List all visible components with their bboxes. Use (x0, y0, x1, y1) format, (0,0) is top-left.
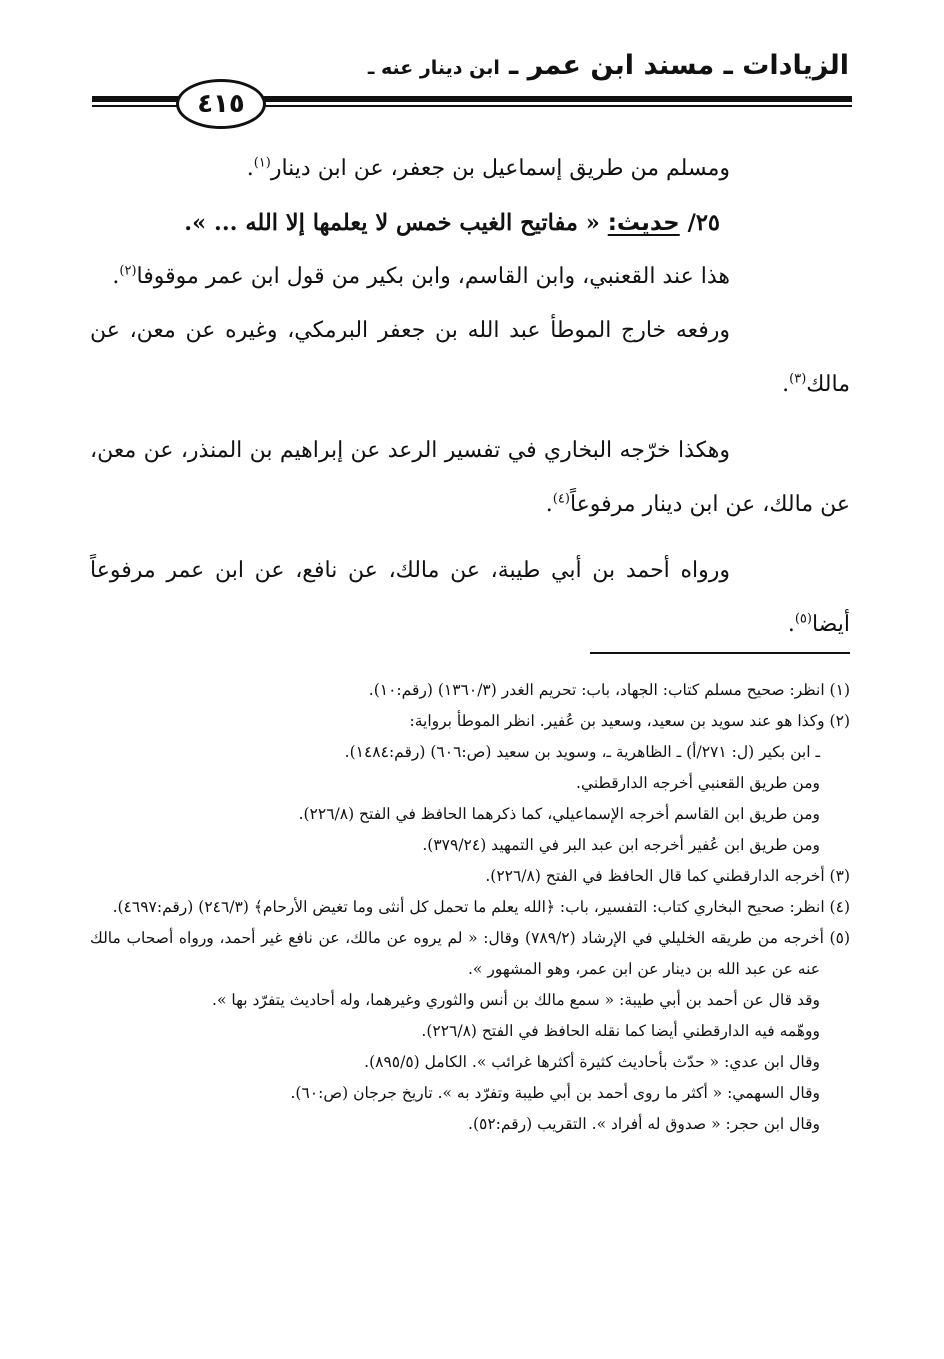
paragraph-text: وهكذا خرّجه البخاري في تفسير الرعد عن إبراهيم بن المنذر، عن معن، عن مالك، عن ابن دينار مرفوعاً (90, 438, 850, 517)
punctuation: . (246, 156, 254, 181)
header-title-main: الزيادات ـ مسند ابن عمر ـ (508, 50, 849, 81)
footnotes (90, 675, 850, 1140)
hadith-number: ٢٥/ (687, 210, 720, 236)
footnote-line: وقال ابن عدي: « حدّث بأحاديث كثيرة أكثرها غرائب ». الكامل (٨٩٥/٥). (364, 1053, 820, 1071)
paragraph (90, 250, 850, 304)
paragraph-text: ورفعه خارج الموطأ عبد الله بن جعفر البرمكي، وغيره عن معن، عن مالك (90, 318, 850, 397)
footnote-line: ومن طريق ابن عُفير أخرجه ابن عبد البر في التمهيد (٣٧٩/٢٤). (422, 836, 820, 854)
footnote-line: ووهّمه فيه الدارقطني أيضا كما نقله الحافظ في الفتح (٢٢٦/٨). (421, 1022, 820, 1040)
footnote-line: وقال السهمي: « أكثر ما روى أحمد بن أبي طيبة وتفرّد به ». تاريخ جرجان (ص:٦٠). (290, 1084, 820, 1102)
paragraph (90, 544, 850, 652)
footnote-ref: (١) (253, 155, 271, 171)
footnote-line: وقد قال عن أحمد بن أبي طيبة: « سمع مالك بن أنس والثوري وغيرهما، وله أحاديث يتفرّد بها ». (212, 991, 820, 1009)
footnote: (٢) وكذا هو عند سويد بن سعيد، وسعيد بن عُفير. انظر الموطأ برواية: (409, 712, 850, 730)
footnote-ref: (٣) (789, 371, 807, 387)
footnote: (٣) أخرجه الدارقطني كما قال الحافظ في الفتح (٢٢٦/٨). (485, 867, 850, 885)
paragraph-text: ورواه أحمد بن أبي طيبة، عن مالك، عن نافع، عن ابن عمر مرفوعاً أيضا (90, 558, 850, 637)
punctuation: . (782, 372, 790, 397)
page-number: ٤١٥ (176, 79, 266, 129)
footnote: (٥) أخرجه من طريقه الخليلي في الإرشاد (٧٨٩/٢) وقال: « لم يروه عن مالك، عن نافع غير أحمد، ورواه أصحاب مالك عنه عن عبد الله بن دينار عن ابن عمر، وهو المشهور ». (90, 929, 850, 978)
punctuation: . (787, 612, 795, 637)
footnote-line: ـ ابن بكير (ل: ٢٧١/أ) ـ الظاهرية ـ، وسويد بن سعيد (ص:٦٠٦) (رقم:١٤٨٤). (344, 743, 820, 761)
footnote-line: ومن طريق ابن القاسم أخرجه الإسماعيلي، كما ذكرهما الحافظ في الفتح (٢٢٦/٨). (298, 805, 820, 823)
hadith-text: « مفاتيح الغيب خمس لا يعلمها إلا الله ... ». (184, 210, 600, 236)
punctuation: . (545, 492, 553, 517)
paragraph (90, 424, 850, 532)
hadith-heading (90, 196, 850, 250)
footnote-separator (590, 652, 850, 654)
header-title-sub: ابن دينار عنه ـ (367, 57, 500, 79)
paragraph-text: هذا عند القعنبي، وابن القاسم، وابن بكير من قول ابن عمر موقوفا (136, 264, 730, 289)
footnote-ref: (٢) (119, 263, 137, 279)
paragraph (90, 142, 850, 196)
footnote-line: ومن طريق القعنبي أخرجه الدارقطني. (576, 774, 820, 792)
punctuation: . (112, 264, 120, 289)
footnote: (٤) انظر: صحيح البخاري كتاب: التفسير، باب: ﴿الله يعلم ما تحمل كل أنثى وما تغيض الأرحام﴾ (٢٤٦/٣) (رقم:٤٦٩٧). (112, 898, 850, 916)
paragraph-text: ومسلم من طريق إسماعيل بن جعفر، عن ابن دينار (270, 156, 730, 181)
footnote-ref: (٤) (552, 491, 570, 507)
hadith-label: حديث: (607, 210, 680, 236)
running-header (149, 50, 849, 81)
footnote-ref: (٥) (794, 611, 812, 627)
footnote: (١) انظر: صحيح مسلم كتاب: الجهاد، باب: تحريم الغدر (١٣٦٠/٣) (رقم:١٠). (368, 681, 850, 699)
footnote-line: وقال ابن حجر: « صدوق له أفراد ». التقريب (رقم:٥٢). (468, 1115, 820, 1133)
main-text (90, 142, 850, 652)
paragraph (90, 304, 850, 412)
